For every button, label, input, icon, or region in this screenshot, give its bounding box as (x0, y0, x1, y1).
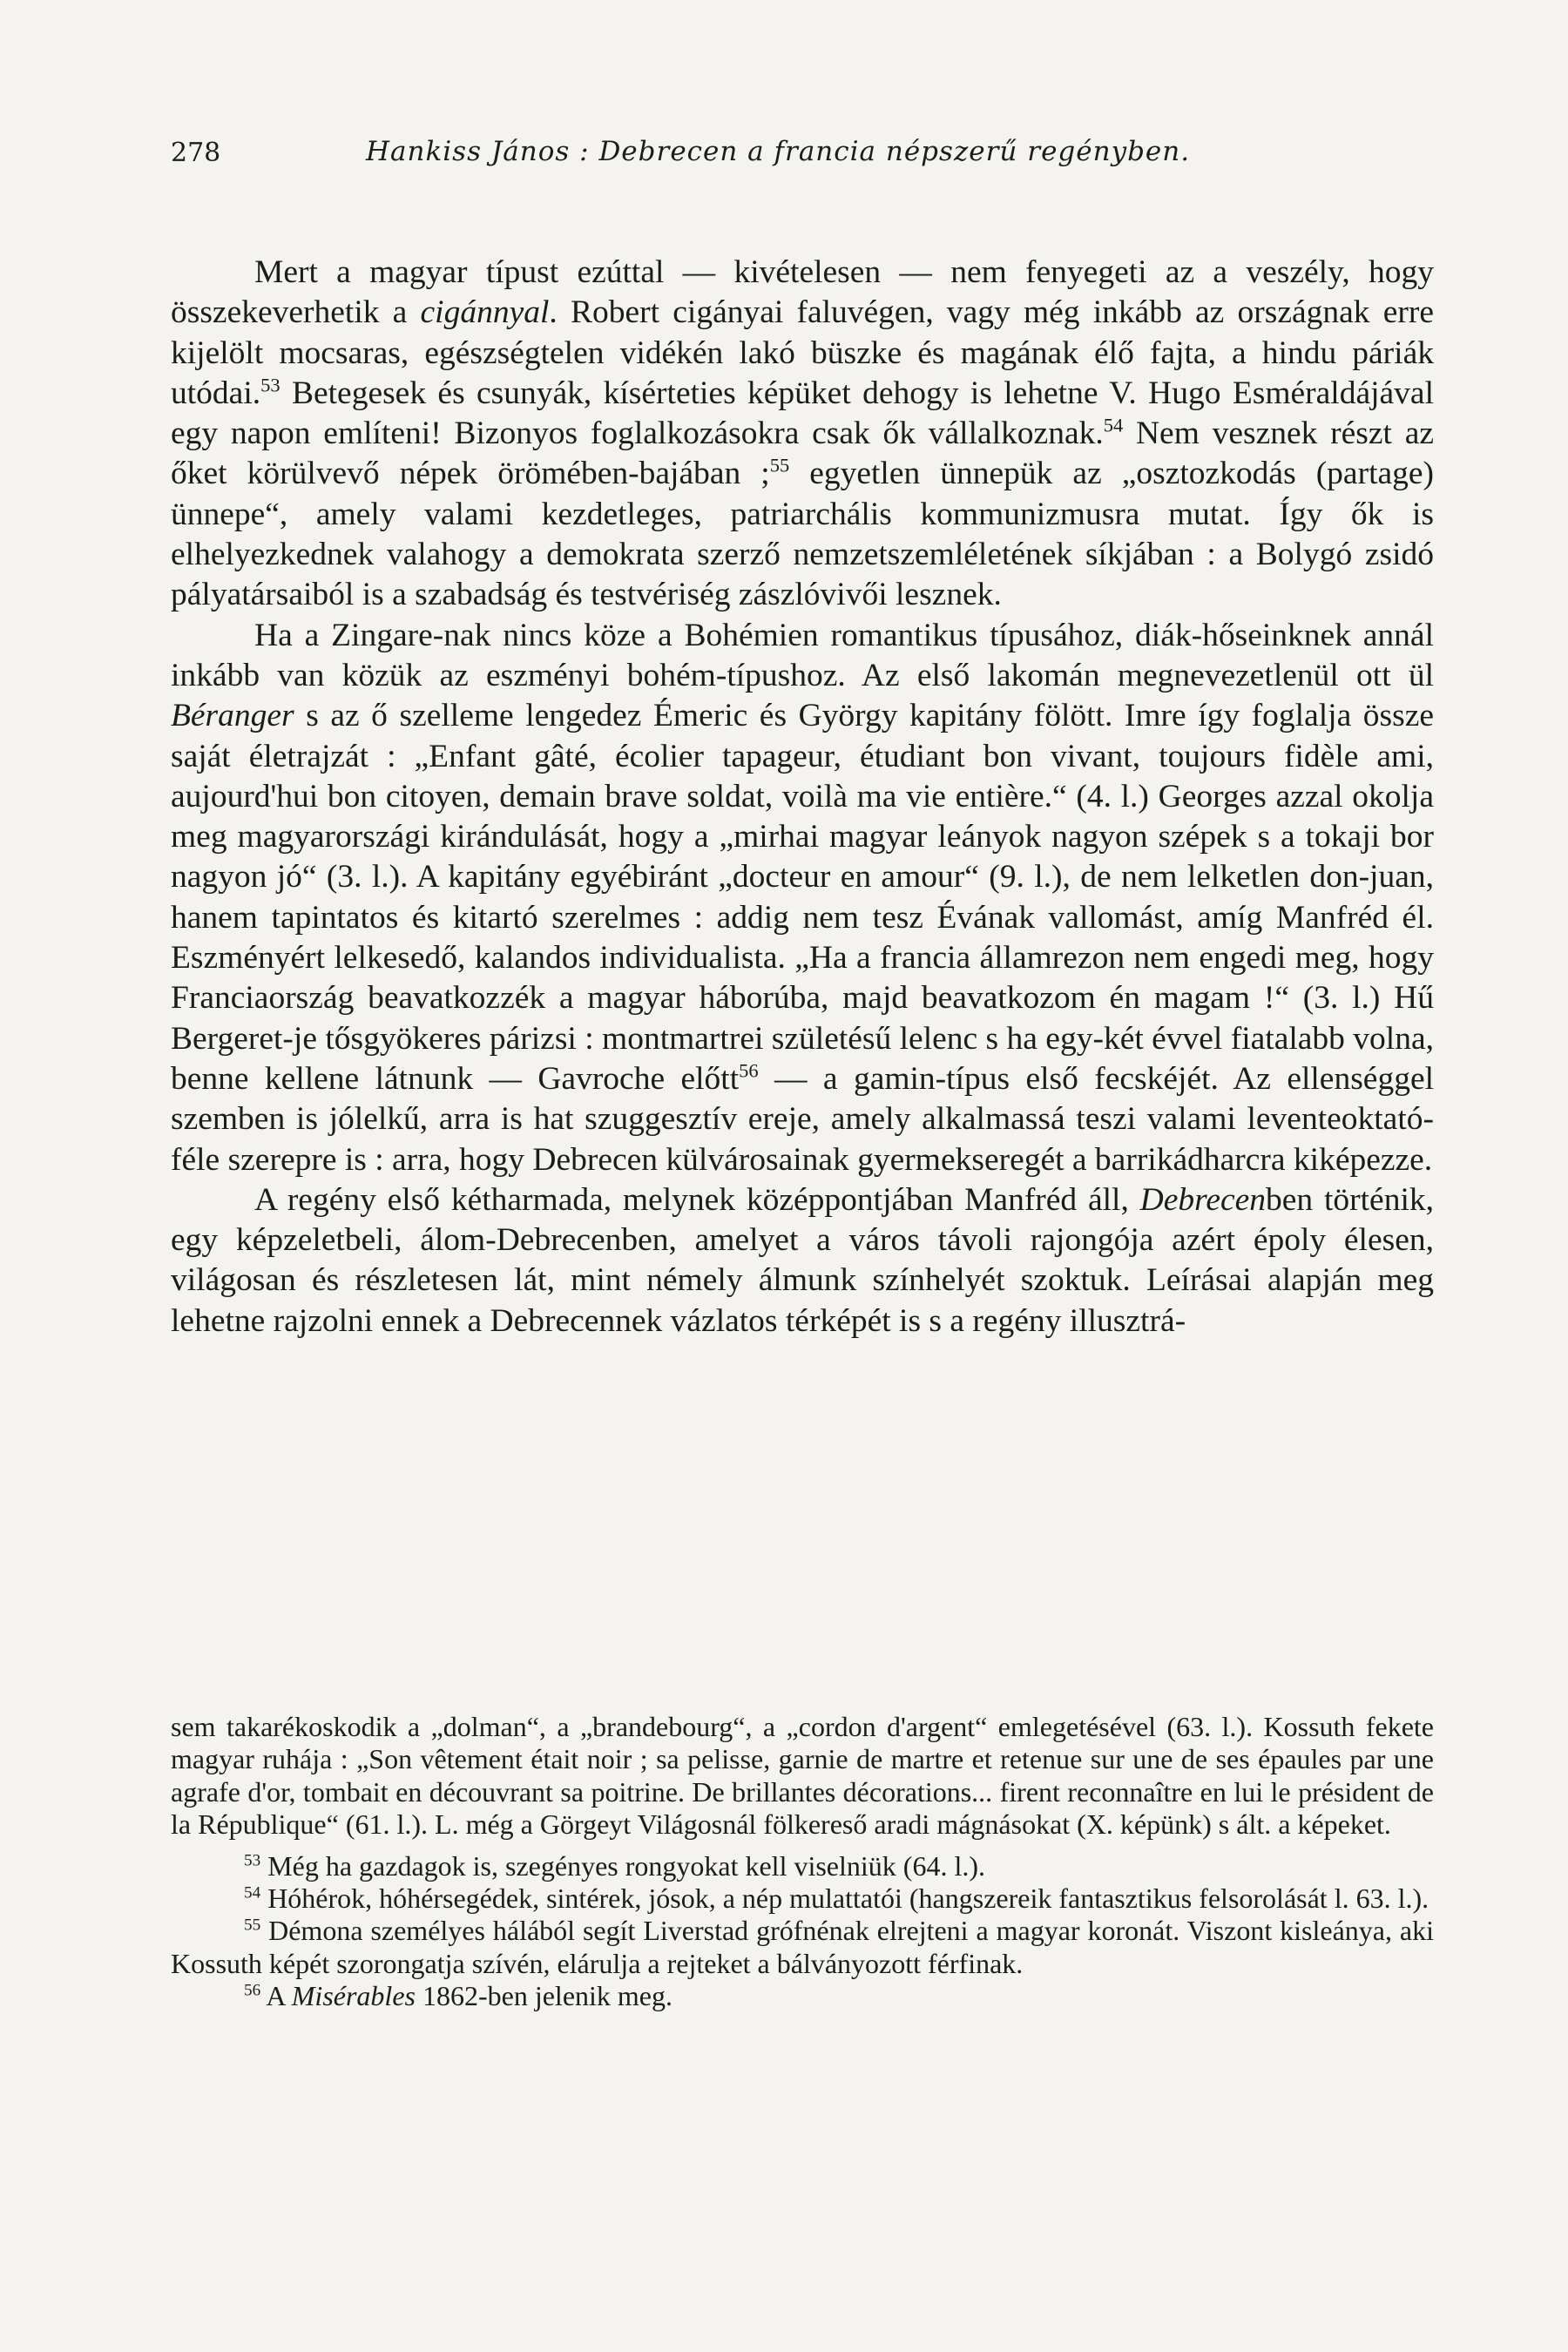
page-number: 278 (171, 138, 221, 168)
running-head: Hankiss János : Debrecen a francia népszerű regényben. (366, 136, 1191, 167)
paragraph-1: Mert a magyar típust ezúttal — kivételesen — nem fenyegeti az a veszély, hogy összekeverhetik a cigánnyal. Robert cigányai faluvégen, vagy még inkább az országnak erre kijelölt mocsaras, egészségtelen vidékén lakó büszke és magának élő fajta, a hindu páriák utódai.$^{53}$ Betegesek és csunyák, kísérteties képüket dehogy is lehetne V. Hugo Esméraldájával egy napon említeni! Bizonyos foglalkozásokra csak ők vállalkoznak.$^{54}$ Nem vesznek részt az őket körülvevő népek örömében-bajában ;$^{55}$ egyetlen ünnepük az „osztozkodás (partage) ünnepe“, amely valami kezdetleges, patriarchális kommunizmusra mutat. Így ők is elhelyezkednek valahogy a demokrata szerző nemzetszemléletének síkjában : a Bolygó zsidó pályatársaiból is a szabadság és testvériség zászlóvivői lesznek. (171, 254, 1435, 613)
footnotes (171, 1711, 1434, 2013)
footnote-53: $^{53}$ Még ha gazdagok is, szegényes rongyokat kell viselniük (64. l.). (244, 1849, 985, 1882)
paragraph-2: Ha a Zingare-nak nincs köze a Bohémien romantikus típusához, diák-hőseinknek annál inkább van közük az eszményi bohém-típushoz. Az első lakomán megnevezetlenül ott ül Béranger s az ő szelleme lengedez Émeric és György kapitány fölött. Imre így foglalja össze saját életrajzát : „Enfant gâté, écolier tapageur, étudiant bon vivant, toujours fidèle ami, aujourd'hui bon citoyen, demain brave soldat, voilà ma vie entière.“ (4. l.) Georges azzal okolja meg magyarországi kirándulását, hogy a „mirhai magyar leányok nagyon szépek s a tokaji bor nagyon jó“ (3. l.). A kapitány egyébiránt „docteur en amour“ (9. l.), de nem lelketlen don-juan, hanem tapintatos és kitartó szerelmes : addig nem tesz Évának vallomást, amíg Manfréd él. Eszményért lelkesedő, kalandos individualista. „Ha a francia államrezon nem engedi meg, hogy Franciaország beavatkozzék a magyar háborúba, majd beavatkozom én magam !“ (3. l.) Hű Bergeret-je tősgyökeres párizsi : montmartrei születésű lelenc s ha egy-két évvel fiatalabb volna, benne kellene látnunk — Gavroche előtt$^{56}$ — a gamin-típus első fecskéjét. Az ellenséggel szemben is jólelkű, arra is hat szuggesztív ereje, amely alkalmassá teszi valami leventeoktató-féle szerepre is : arra, hogy Debrecen külvárosainak gyermekseregét a barrikádharcra kiképezze. (171, 617, 1435, 1178)
footnote-ref-53: 53 (260, 374, 280, 396)
paragraph-3: A regény első kétharmada, melynek középpontjában Manfréd áll, Debrecenben történik, egy képzeletbeli, álom-Debrecenben, amelyet a város távoli rajongója azért époly élesen, világosan és részletesen lát, mint némely álmunk színhelyét szoktuk. Leírásai alapján meg lehetne rajzolni ennek a Debrecennek vázlatos térképét is s a regény illusztrá- (171, 1181, 1434, 1339)
footnote-continuation: sem takarékoskodik a „dolman“, a „brandebourg“, a „cordon d'argent“ emlegetésével (63. l.). Kossuth fekete magyar ruhája : „Son vêtement était noir ; sa pelisse, garnie de martre et retenue sur une de ses épaules par une agrafe d'or, tombait en découvrant sa poitrine. De brillantes décorations... firent reconnaître en lui le président de la République“ (61. l.). L. még a Görgeyt Világosnál fölkereső aradi mágnásokat (X. képünk) s ált. a képeket. (171, 1711, 1434, 1841)
footnote-56: $^{56}$ A Misérables 1862-ben jelenik meg. (244, 1980, 672, 2012)
main-text (171, 253, 1434, 1342)
footnote-55: $^{55}$ Démona személyes hálából segít Liverstad grófnénak elrejteni a magyar koronát. Viszont kisleánya, aki Kossuth képét szorongatja szívén, elárulja a rejteket a bálványozott férfinak. (171, 1915, 1434, 1979)
footnote-ref-56: 56 (739, 1059, 759, 1082)
footnote-ref-55: 55 (769, 454, 790, 476)
footnote-ref-54: 54 (1103, 414, 1124, 436)
footnote-54: $^{54}$ Hóhérok, hóhérsegédek, sintérek, jósok, a nép mulattatói (hangszereik fantasztikus felsorolását l. 63. l.). (244, 1882, 1429, 1915)
footnote-list (171, 1850, 1434, 2013)
